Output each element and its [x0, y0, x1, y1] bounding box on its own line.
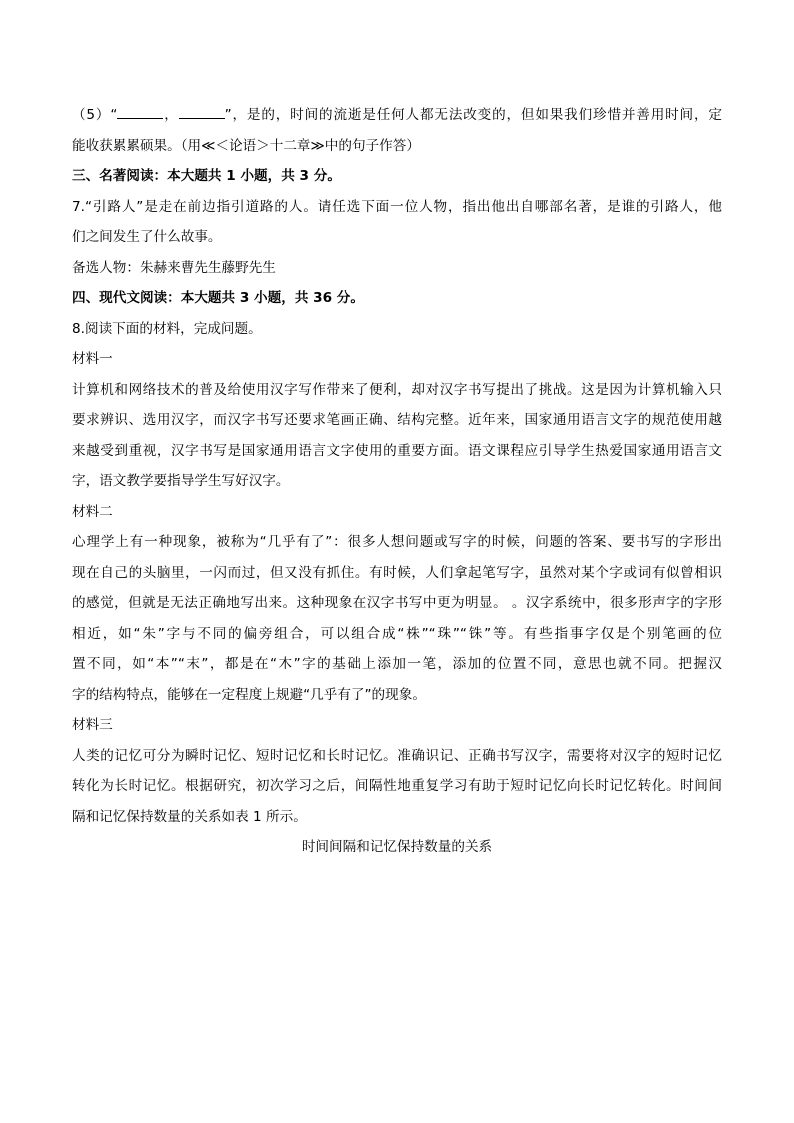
section-3-heading: 三、名著阅读：本大题共 1 小题，共 3 分。	[72, 168, 341, 184]
material-2-line: 相近，如“朱”字与不同的偏旁组合，可以组合成“株”“珠”“铢”等。有些指事字仅是个别笔画的位	[72, 625, 722, 642]
material-2-line: 心理学上有一种现象，被称为“几乎有了”：很多人想问题或写字的时候，问题的答案、要书写的字形出	[72, 534, 722, 550]
material-1-line: 来越受到重视，汉字书写是国家通用语言文字使用的重要方面。语文课程应引导学生热爱国家通用语言文	[72, 442, 722, 459]
material-2-line: 现在自己的头脑里，一闪而过，但又没有抓住。有时候，人们拿起笔写字，虽然对某个字或词有似曾相识	[72, 564, 722, 581]
material-1-line: 计算机和网络技术的普及给使用汉字写作带来了便利，却对汉字书写提出了挑战。这是因为计算机输入只	[72, 381, 722, 398]
material-3-line: 人类的记忆可分为瞬时记忆、短时记忆和长时记忆。准确识记、正确书写汉字，需要将对汉字的短时记忆	[72, 747, 722, 764]
question-8-intro: 8.阅读下面的材料，完成问题。	[72, 320, 262, 337]
material-2-title: 材料二	[72, 503, 113, 520]
question-5-line-1	[72, 100, 722, 131]
table-caption: 时间间隔和记忆保持数量的关系	[301, 839, 493, 855]
question-5-text: ”，是的，时间的流逝是任何人都无法改变的，但如果我们珍惜并善用时间，定	[224, 107, 722, 123]
section-4-heading: 四、现代文阅读：本大题共 3 小题，共 36 分。	[72, 290, 364, 306]
material-2-line: 的感觉，但就是无法正确地写出来。这种现象在汉字书写中更为明显。 。汉字系统中，很多形声字的字形	[72, 595, 722, 611]
material-2-line: 置不同，如“本”“末”，都是在“木”字的基础上添加一笔，添加的位置不同，意思也就不同。把握汉	[72, 656, 722, 672]
question-7-line-1: 7.“引路人”是走在前边指引道路的人。请任选下面一位人物，指出他出自哪部名著，是谁的引路人，他	[72, 198, 722, 215]
question-7-candidates: 备选人物：朱赫来曹先生藤野先生	[72, 259, 276, 276]
material-3-line: 隔和记忆保持数量的关系如表 1 所示。	[72, 808, 307, 825]
question-5-separator: ，	[163, 107, 179, 123]
question-5-prefix: （5）“	[72, 107, 118, 123]
material-2-line: 字的结构特点，能够在一定程度上规避“几乎有了”的现象。	[72, 686, 426, 703]
material-1-line: 字，语文教学要指导学生写好汉字。	[72, 473, 290, 489]
material-3-line: 转化为长时记忆。根据研究，初次学习之后，间隔性地重复学习有助于短时记忆向长时记忆转化。时间间	[72, 778, 722, 794]
answer-blank-1[interactable]	[117, 104, 163, 119]
material-1-title: 材料一	[72, 351, 113, 367]
question-5-line-2: 能收获累累硕果。（用≪＜论语＞十二章≫中的句子作答）	[72, 137, 420, 154]
material-1-line: 要求辨识、选用汉字，而汉字书写还要求笔画正确、结构完整。近年来，国家通用语言文字的规范使用越	[72, 412, 722, 428]
material-3-title: 材料三	[72, 717, 113, 733]
question-7-line-2: 们之间发生了什么故事。	[72, 229, 222, 245]
document-page	[72, 100, 722, 863]
answer-blank-2[interactable]	[179, 104, 225, 119]
